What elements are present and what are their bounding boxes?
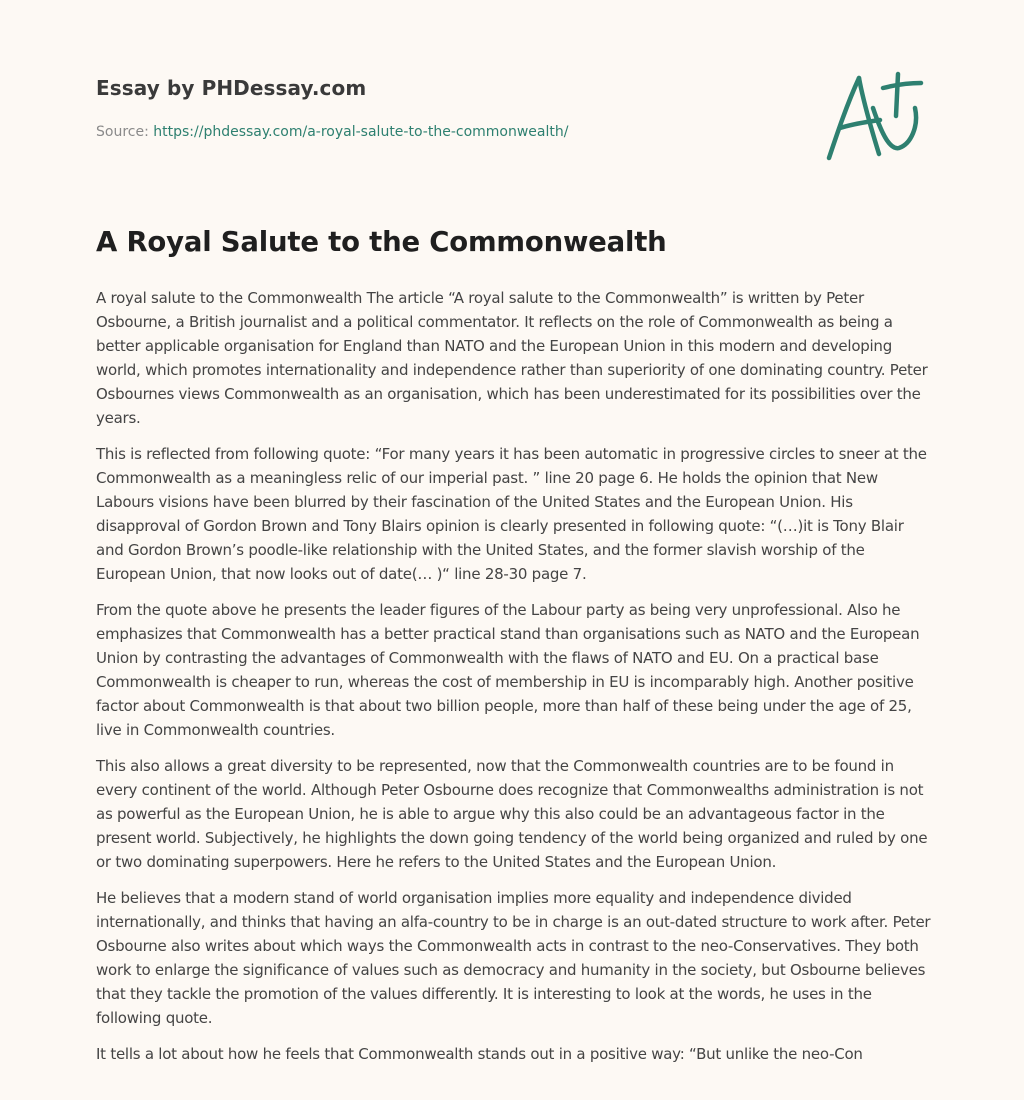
source-label: Source: (96, 124, 149, 140)
site-title: Essay by PHDessay.com (96, 76, 367, 100)
essay-paragraph: This is reflected from following quote: “For many years it has been automatic in progressive circles to sneer at the Commonwealth as a meaningless relic of our imperial past. ” line 20 page 6. He holds the opinion that New Labours visions have been blurred by their fascination of the United States and the European Union. His disapproval of Gordon Brown and Tony Blairs opinion is clearly presented in following quote: “(…)it is Tony Blair and Gordon Brown’s poodle-like relationship with the United States, and the former slavish worship of the European Union, that now looks out of date(… )“ line 28-30 page 7. (96, 445, 927, 583)
essay-paragraph: It tells a lot about how he feels that Commonwealth stands out in a positive way: “But unlike the neo-Con (96, 1045, 863, 1063)
source-line (96, 124, 568, 140)
essay-title: A Royal Salute to the Commonwealth (96, 226, 667, 258)
a-plus-logo-icon (825, 70, 925, 162)
source-link[interactable]: https://phdessay.com/a-royal-salute-to-the-commonwealth/ (153, 124, 569, 140)
essay-paragraph: He believes that a modern stand of world organisation implies more equality and independence divided internationally, and thinks that having an alfa-country to be in charge is an out-dated structure to work after. Peter Osbourne also writes about which ways the Commonwealth acts in contrast to the neo-Conservatives. They both work to enlarge the significance of values such as democracy and humanity in the society, but Osbourne believes that they tackle the promotion of the values differently. It is interesting to look at the words, he uses in the following quote. (96, 889, 931, 1027)
essay-paragraph: A royal salute to the Commonwealth The article “A royal salute to the Commonwealth” is written by Peter Osbourne, a British journalist and a political commentator. It reflects on the role of Commonwealth as being a better applicable organisation for England than NATO and the European Union in this modern and developing world, which promotes internationality and independence rather than superiority of one dominating country. Peter Osbournes views Commonwealth as an organisation, which has been underestimated for its possibilities over the years. (96, 289, 928, 427)
essay-paragraph: This also allows a great diversity to be represented, now that the Commonwealth countries are to be found in every continent of the world. Although Peter Osbourne does recognize that Commonwealths administration is not as powerful as the European Union, he is able to argue why this also could be an advantageous factor in the present world. Subjectively, he highlights the down going tendency of the world being organized and ruled by one or two dominating superpowers. Here he refers to the United States and the European Union. (96, 757, 928, 871)
essay-body (96, 286, 932, 1078)
essay-paragraph: From the quote above he presents the leader figures of the Labour party as being very unprofessional. Also he emphasizes that Commonwealth has a better practical stand than organisations such as NATO and the European Union by contrasting the advantages of Commonwealth with the flaws of NATO and EU. On a practical base Commonwealth is cheaper to run, whereas the cost of membership in EU is incomparably high. Another positive factor about Commonwealth is that about two billion people, more than half of these being under the age of 25, live in Commonwealth countries. (96, 601, 920, 739)
page-header (96, 76, 928, 166)
